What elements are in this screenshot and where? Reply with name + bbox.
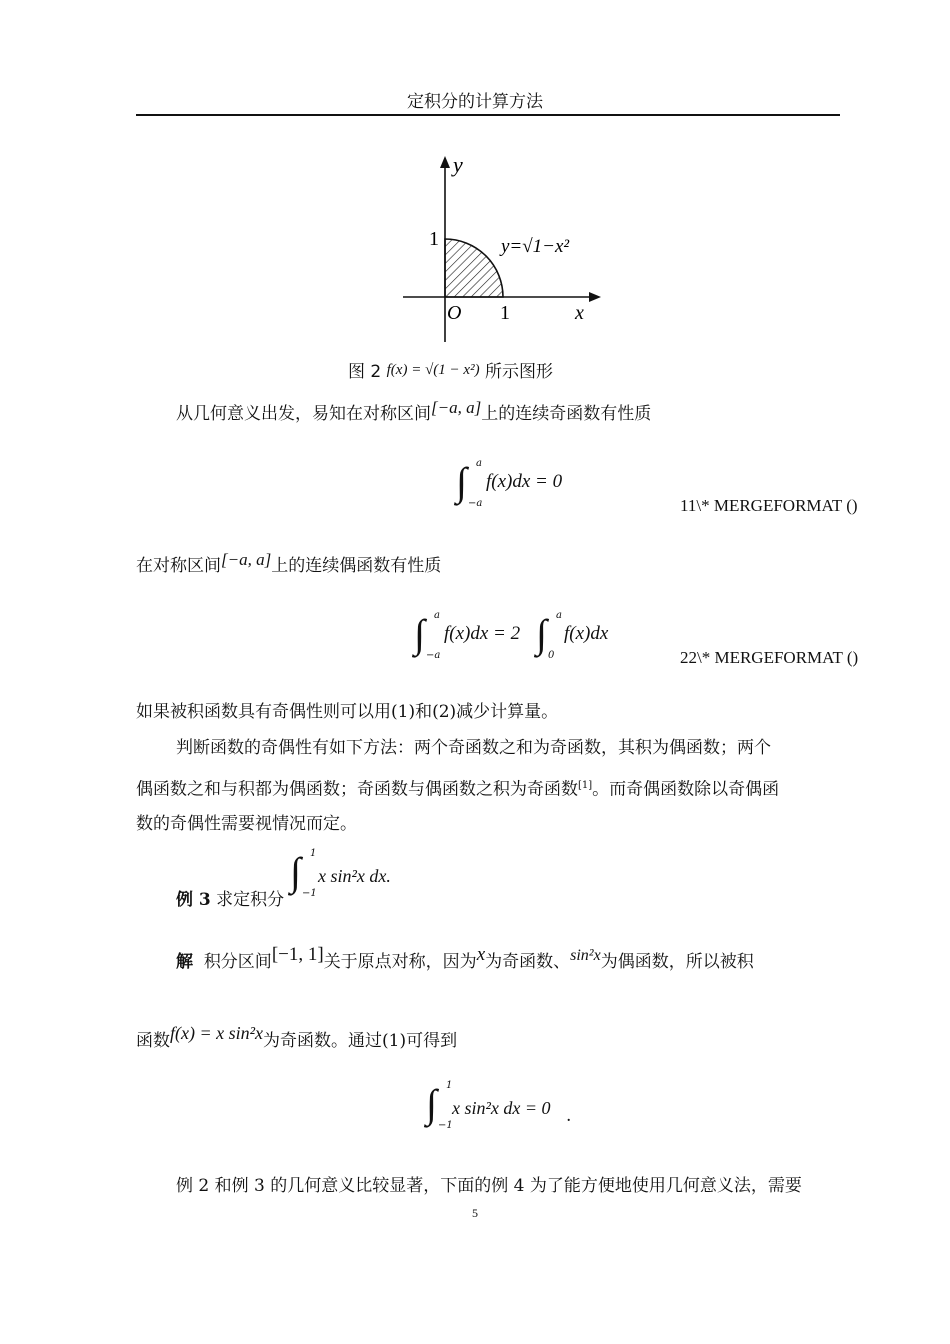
- quarter-circle-figure: [395, 152, 610, 347]
- eq3-body: x sin²x dx = 0: [452, 1098, 551, 1118]
- para2-text-before: 在对称区间: [136, 556, 221, 576]
- x-axis-arrow: [589, 292, 601, 302]
- eq1-lower-limit: −a: [468, 498, 483, 509]
- eq1-upper-limit: a: [476, 458, 482, 469]
- header-rule: [136, 114, 840, 116]
- example-3: [176, 888, 284, 912]
- caption-suffix: 所示图形: [484, 362, 553, 382]
- para4-line2-before: 偶函数之和与积都为偶函数；奇函数与偶函数之积为奇函数: [136, 779, 578, 800]
- integral-sign: ∫: [414, 611, 425, 656]
- integral-sign: ∫: [536, 611, 547, 656]
- solution-text-2: 关于原点对称，因为: [323, 952, 477, 972]
- paragraph-even-property: [136, 550, 442, 578]
- equation-1-number: 11\* MERGEFORMAT (): [680, 496, 858, 515]
- equation-3: [426, 1080, 586, 1136]
- para1-text-after: 上的连续奇函数有性质: [481, 404, 652, 424]
- shaded-region: [445, 239, 503, 297]
- paragraph-parity-rules-line1: 判断函数的奇偶性有如下方法：两个奇函数之和为奇函数，其积为偶函数；两个: [176, 738, 771, 758]
- caption-formula: f(x) = √(1 − x²): [386, 362, 480, 378]
- solution-line2: [136, 1023, 458, 1053]
- citation-ref: [1]: [578, 780, 593, 791]
- solution-interval: [−1, 1]: [271, 944, 324, 965]
- example-3-integral: [290, 848, 420, 904]
- origin-label: O: [447, 302, 462, 324]
- solution-function: f(x) = x sin²x: [170, 1023, 264, 1043]
- page-number: 5: [472, 1206, 478, 1220]
- paragraph-parity-rules-line2: [136, 774, 779, 802]
- solution-label: 解: [176, 952, 193, 972]
- eq2-body-1: f(x)dx = 2: [444, 623, 521, 644]
- paragraph-reduce-computation: 如果被积函数具有奇偶性则可以用(1)和(2)减少计算量。: [136, 702, 559, 722]
- para4-line2-after: 。而奇偶函数除以奇偶函: [592, 779, 780, 800]
- page-header-title: 定积分的计算方法: [407, 92, 543, 112]
- y-axis-label: y: [453, 152, 463, 177]
- x-tick-label: 1: [500, 302, 510, 324]
- eq2-upper-limit-1: a: [434, 610, 440, 621]
- solution-text-4: 为偶函数，所以被积: [600, 952, 754, 972]
- eq2-body-2: f(x)dx: [564, 623, 609, 644]
- eq3-trailing-period: .: [566, 1106, 572, 1126]
- caption-prefix: 图 2: [348, 362, 382, 382]
- eq2-lower-limit-2: 0: [548, 650, 555, 661]
- solution-text-5: 函数: [136, 1031, 170, 1051]
- para1-interval: [−a, a]: [431, 398, 482, 417]
- paragraph-parity-rules-line3: 数的奇偶性需要视情况而定。: [136, 814, 357, 834]
- y-tick-label: 1: [429, 228, 439, 250]
- paragraph-example-transition: 例 2 和例 3 的几何意义比较显著，下面的例 4 为了能方便地使用几何意义法，需要: [176, 1176, 802, 1196]
- solution-sin: sin²x: [570, 947, 601, 964]
- ex3-upper-limit: 1: [310, 848, 317, 859]
- solution-text-6: 为奇函数。通过(1)可得到: [263, 1031, 458, 1051]
- ex3-lower-limit: −1: [302, 888, 317, 899]
- equation-1: [456, 458, 596, 514]
- ex3-body: x sin²x dx.: [318, 866, 391, 886]
- equation-2-number: 22\* MERGEFORMAT (): [680, 648, 859, 667]
- solution-x: x: [476, 944, 486, 965]
- para1-text-before: 从几何意义出发，易知在对称区间: [176, 404, 431, 424]
- eq2-lower-limit-1: −a: [426, 650, 441, 661]
- x-axis-label: x: [575, 302, 584, 324]
- eq2-upper-limit-2: a: [556, 610, 562, 621]
- equation-2: [414, 610, 644, 666]
- figure-caption: [348, 360, 553, 385]
- curve-label: y=√1−x²: [501, 236, 570, 257]
- y-axis-arrow: [440, 156, 450, 168]
- integral-sign: ∫: [290, 849, 301, 894]
- para2-interval: [−a, a]: [221, 550, 272, 569]
- example-3-text: 求定积分: [216, 890, 285, 910]
- eq1-body: f(x)dx = 0: [486, 471, 563, 492]
- integral-sign: ∫: [456, 459, 467, 504]
- integral-sign: ∫: [426, 1081, 437, 1126]
- eq3-lower-limit: −1: [438, 1120, 453, 1131]
- para2-text-after: 上的连续偶函数有性质: [271, 556, 442, 576]
- solution-line1: [176, 944, 754, 975]
- solution-text-3: 为奇函数、: [485, 952, 571, 972]
- paragraph-odd-property: [176, 398, 652, 426]
- example-3-label: 例 3: [176, 890, 211, 910]
- solution-text-1: 积分区间: [203, 952, 272, 972]
- eq3-upper-limit: 1: [446, 1080, 453, 1091]
